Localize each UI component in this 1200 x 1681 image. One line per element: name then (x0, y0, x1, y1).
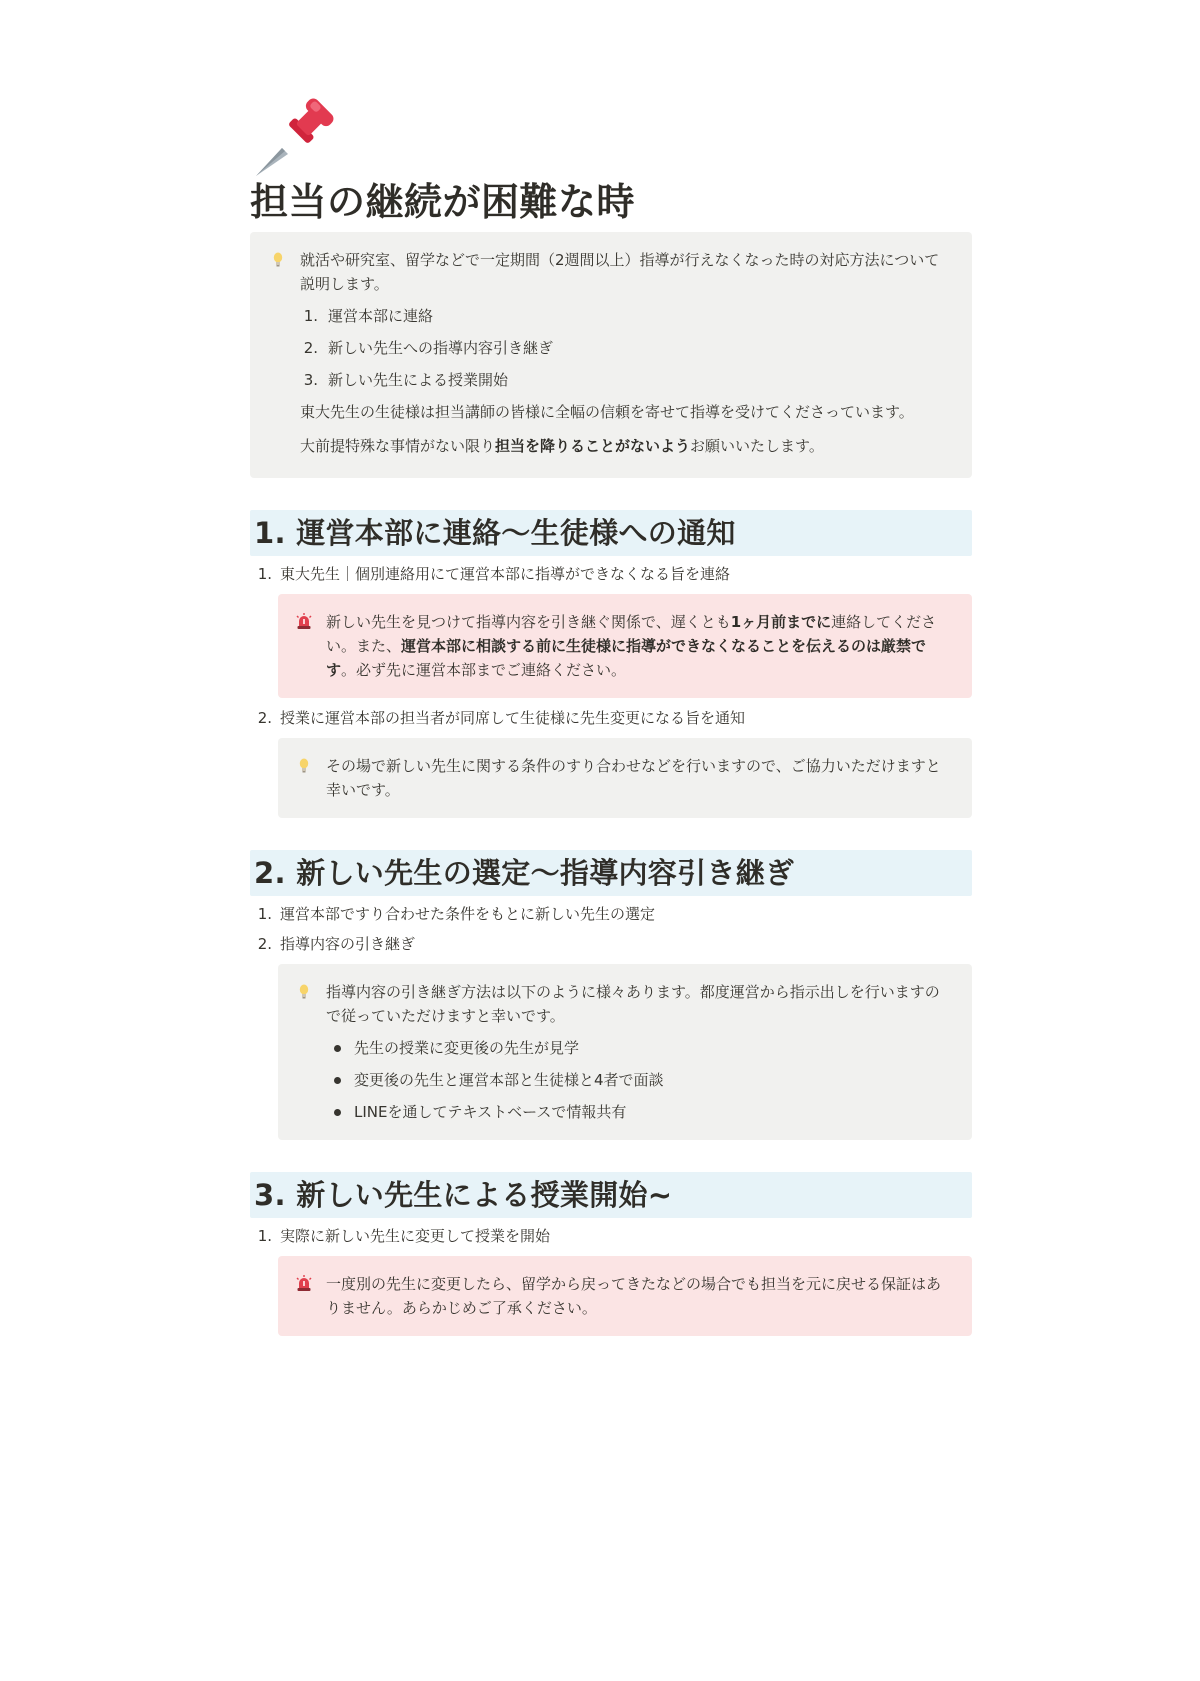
list-number: 1. (257, 1226, 272, 1245)
lightbulb-icon (294, 756, 314, 776)
intro-text: 就活や研究室、留学などで一定期間（2週間以上）指導が行えなくなった時の対応方法について説明します。 (300, 250, 940, 293)
request-post: お願いいたします。 (690, 436, 824, 455)
list-item (300, 336, 946, 360)
list-item (250, 706, 972, 730)
list-text: 運営本部に連絡 (328, 306, 434, 325)
intro-callout-body (300, 248, 946, 458)
section-3 (250, 1172, 972, 1336)
lightbulb-icon (268, 250, 288, 270)
tip-text: その場で新しい先生に関する条件のすり合わせなどを行いますので、ご協力いただけますと幸いです。 (326, 756, 941, 799)
warning-text (326, 610, 952, 682)
list-text: 新しい先生への指導内容引き継ぎ (328, 338, 554, 357)
list-text: 授業に運営本部の担当者が同席して生徒様に先生変更になる旨を通知 (280, 708, 746, 727)
list-item (250, 902, 972, 926)
list-number: 2. (257, 934, 272, 953)
list-item (250, 1224, 972, 1248)
bullet-text: LINEを通してテキストベースで情報共有 (354, 1102, 627, 1121)
list-text: 運営本部ですり合わせた条件をもとに新しい先生の選定 (280, 904, 656, 923)
bullet-icon (326, 1068, 354, 1092)
list-item (250, 562, 972, 586)
request-bold: 担当を降りることがないよう (495, 436, 691, 455)
list-number: 1. (257, 564, 272, 583)
bullet-item (326, 1068, 952, 1092)
warning-text-3: 。必ず先に運営本部までご連絡ください。 (341, 660, 627, 679)
list-item (300, 368, 946, 392)
warning-bold-2: 運営本部に相談する前に生徒様に指導ができなくなることを伝えるのは厳禁です (326, 636, 927, 679)
warning-text-2: 連絡してください。また、 (326, 612, 937, 655)
tip-callout (278, 738, 972, 818)
bullet-text: 先生の授業に変更後の先生が見学 (354, 1038, 580, 1057)
list-number: 2. (257, 708, 272, 727)
siren-icon (294, 1274, 314, 1294)
bullet-item (326, 1100, 952, 1124)
list-number: 2. (303, 338, 318, 357)
warning-callout (278, 1256, 972, 1336)
page-content (250, 90, 972, 1336)
pushpin-icon[interactable] (252, 90, 342, 180)
page-title: 担当の継続が困難な時 (250, 180, 636, 224)
section-2 (250, 850, 972, 1140)
list-text: 実際に新しい先生に変更して授業を開始 (280, 1226, 551, 1245)
tip-body (326, 980, 952, 1124)
bullet-item (326, 1036, 952, 1060)
warning-text-1: 新しい先生を見つけて指導内容を引き継ぐ関係で、遅くとも (326, 612, 731, 631)
list-text: 新しい先生による授業開始 (328, 370, 509, 389)
warning-bold-1: 1ヶ月前までに (730, 612, 832, 631)
list-item (300, 304, 946, 328)
list-number: 3. (303, 370, 318, 389)
list-text: 指導内容の引き継ぎ (280, 934, 416, 953)
list-number: 1. (257, 904, 272, 923)
section-1 (250, 510, 972, 818)
request-pre: 大前提特殊な事情がない限り (300, 436, 496, 455)
trust-text: 東大先生の生徒様は担当講師の皆様に全幅の信頼を寄せて指導を受けてくださっています。 (300, 402, 914, 421)
tip-text: 指導内容の引き継ぎ方法は以下のように様々あります。都度運営から指示出しを行いますので従っていただけますと幸いです。 (326, 982, 940, 1025)
list-text: 東大先生｜個別連絡用にて運営本部に指導ができなくなる旨を連絡 (280, 564, 731, 583)
request-text (300, 434, 946, 458)
bullet-icon (326, 1100, 354, 1124)
tip-callout (278, 964, 972, 1140)
warning-callout (278, 594, 972, 698)
intro-callout (250, 232, 972, 478)
list-item (250, 932, 972, 956)
warning-text: 一度別の先生に変更したら、留学から戻ってきたなどの場合でも担当を元に戻せる保証はありません。あらかじめご了承ください。 (326, 1274, 942, 1317)
lightbulb-icon (294, 982, 314, 1002)
section-heading: 1. 運営本部に連絡〜生徒様への通知 (250, 510, 972, 556)
siren-icon (294, 612, 314, 632)
bullet-icon (326, 1036, 354, 1060)
section-heading: 3. 新しい先生による授業開始~ (250, 1172, 972, 1218)
bullet-list (326, 1036, 952, 1124)
section-heading: 2. 新しい先生の選定〜指導内容引き継ぎ (250, 850, 972, 896)
bullet-text: 変更後の先生と運営本部と生徒様と4者で面談 (354, 1070, 664, 1089)
list-number: 1. (303, 306, 318, 325)
